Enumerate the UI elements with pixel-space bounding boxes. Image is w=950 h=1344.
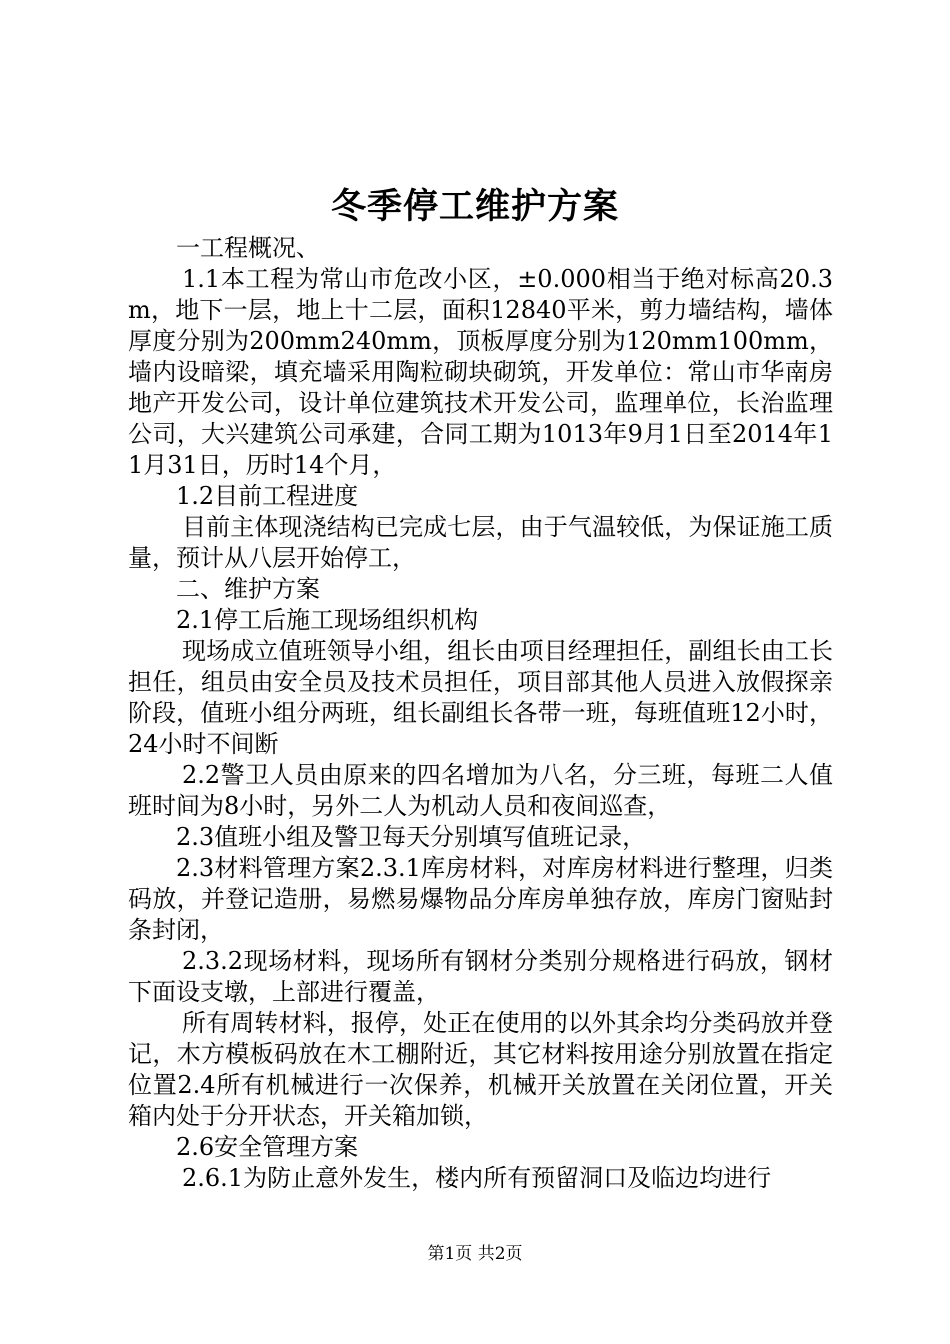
paragraph: 所有周转材料，报停，处正在使用的以外其余均分类码放并登记，木方模板码放在木工棚附近，其它材料按用途分别放置在指定位置2.4所有机械进行一次保养，机械开关放置在关闭位置，开关箱内处于分开状态，开关箱加锁， (128, 1009, 833, 1130)
section-heading: 一工程概况、 (176, 234, 320, 262)
section-heading: 二、维护方案 (176, 575, 320, 603)
page-footer: 第1页 共2页 (427, 1244, 523, 1264)
paragraph: 2.3值班小组及警卫每天分别填写值班记录， (176, 823, 647, 851)
paragraph: 1.1本工程为常山市危改小区，±0.000相当于绝对标高20.3m，地下一层，地上十二层，面积12840平米，剪力墙结构，墙体厚度分别为200mm240mm，顶板厚度分别为120mm100mm，墙内设暗梁，填充墙采用陶粒砌块砌筑，开发单位：常山市华南房地产开发公司，设计单位建筑技术开发公司，监理单位，长治监理公司，大兴建筑公司承建，合同工期为1013年9月1日至2014年11月31日，历时14个月， (128, 265, 833, 479)
subsection-heading: 2.6安全管理方案 (176, 1133, 359, 1161)
paragraph: 2.3材料管理方案2.3.1库房材料，对库房材料进行整理，归类码放，并登记造册，易燃易爆物品分库房单独存放，库房门窗贴封条封闭， (128, 854, 833, 944)
paragraph: 2.2警卫人员由原来的四名增加为八名，分三班，每班二人值班时间为8小时，另外二人为机动人员和夜间巡查， (128, 761, 833, 820)
document-title: 冬季停工维护方案 (330, 186, 619, 227)
paragraph: 现场成立值班领导小组，组长由项目经理担任，副组长由工长担任，组员由安全员及技术员担任，项目部其他人员进入放假探亲阶段，值班小组分两班，组长副组长各带一班，每班值班12小时，24小时不间断 (128, 637, 833, 758)
subsection-heading: 2.1停工后施工现场组织机构 (176, 606, 479, 634)
document-body (128, 233, 833, 1194)
subsection-heading: 1.2目前工程进度 (176, 482, 359, 510)
paragraph: 2.6.1为防止意外发生，楼内所有预留洞口及临边均进行 (182, 1164, 772, 1192)
paragraph: 2.3.2现场材料，现场所有钢材分类别分规格进行码放，钢材下面设支墩，上部进行覆盖， (128, 947, 833, 1006)
paragraph: 目前主体现浇结构已完成七层，由于气温较低，为保证施工质量，预计从八层开始停工， (128, 513, 833, 572)
